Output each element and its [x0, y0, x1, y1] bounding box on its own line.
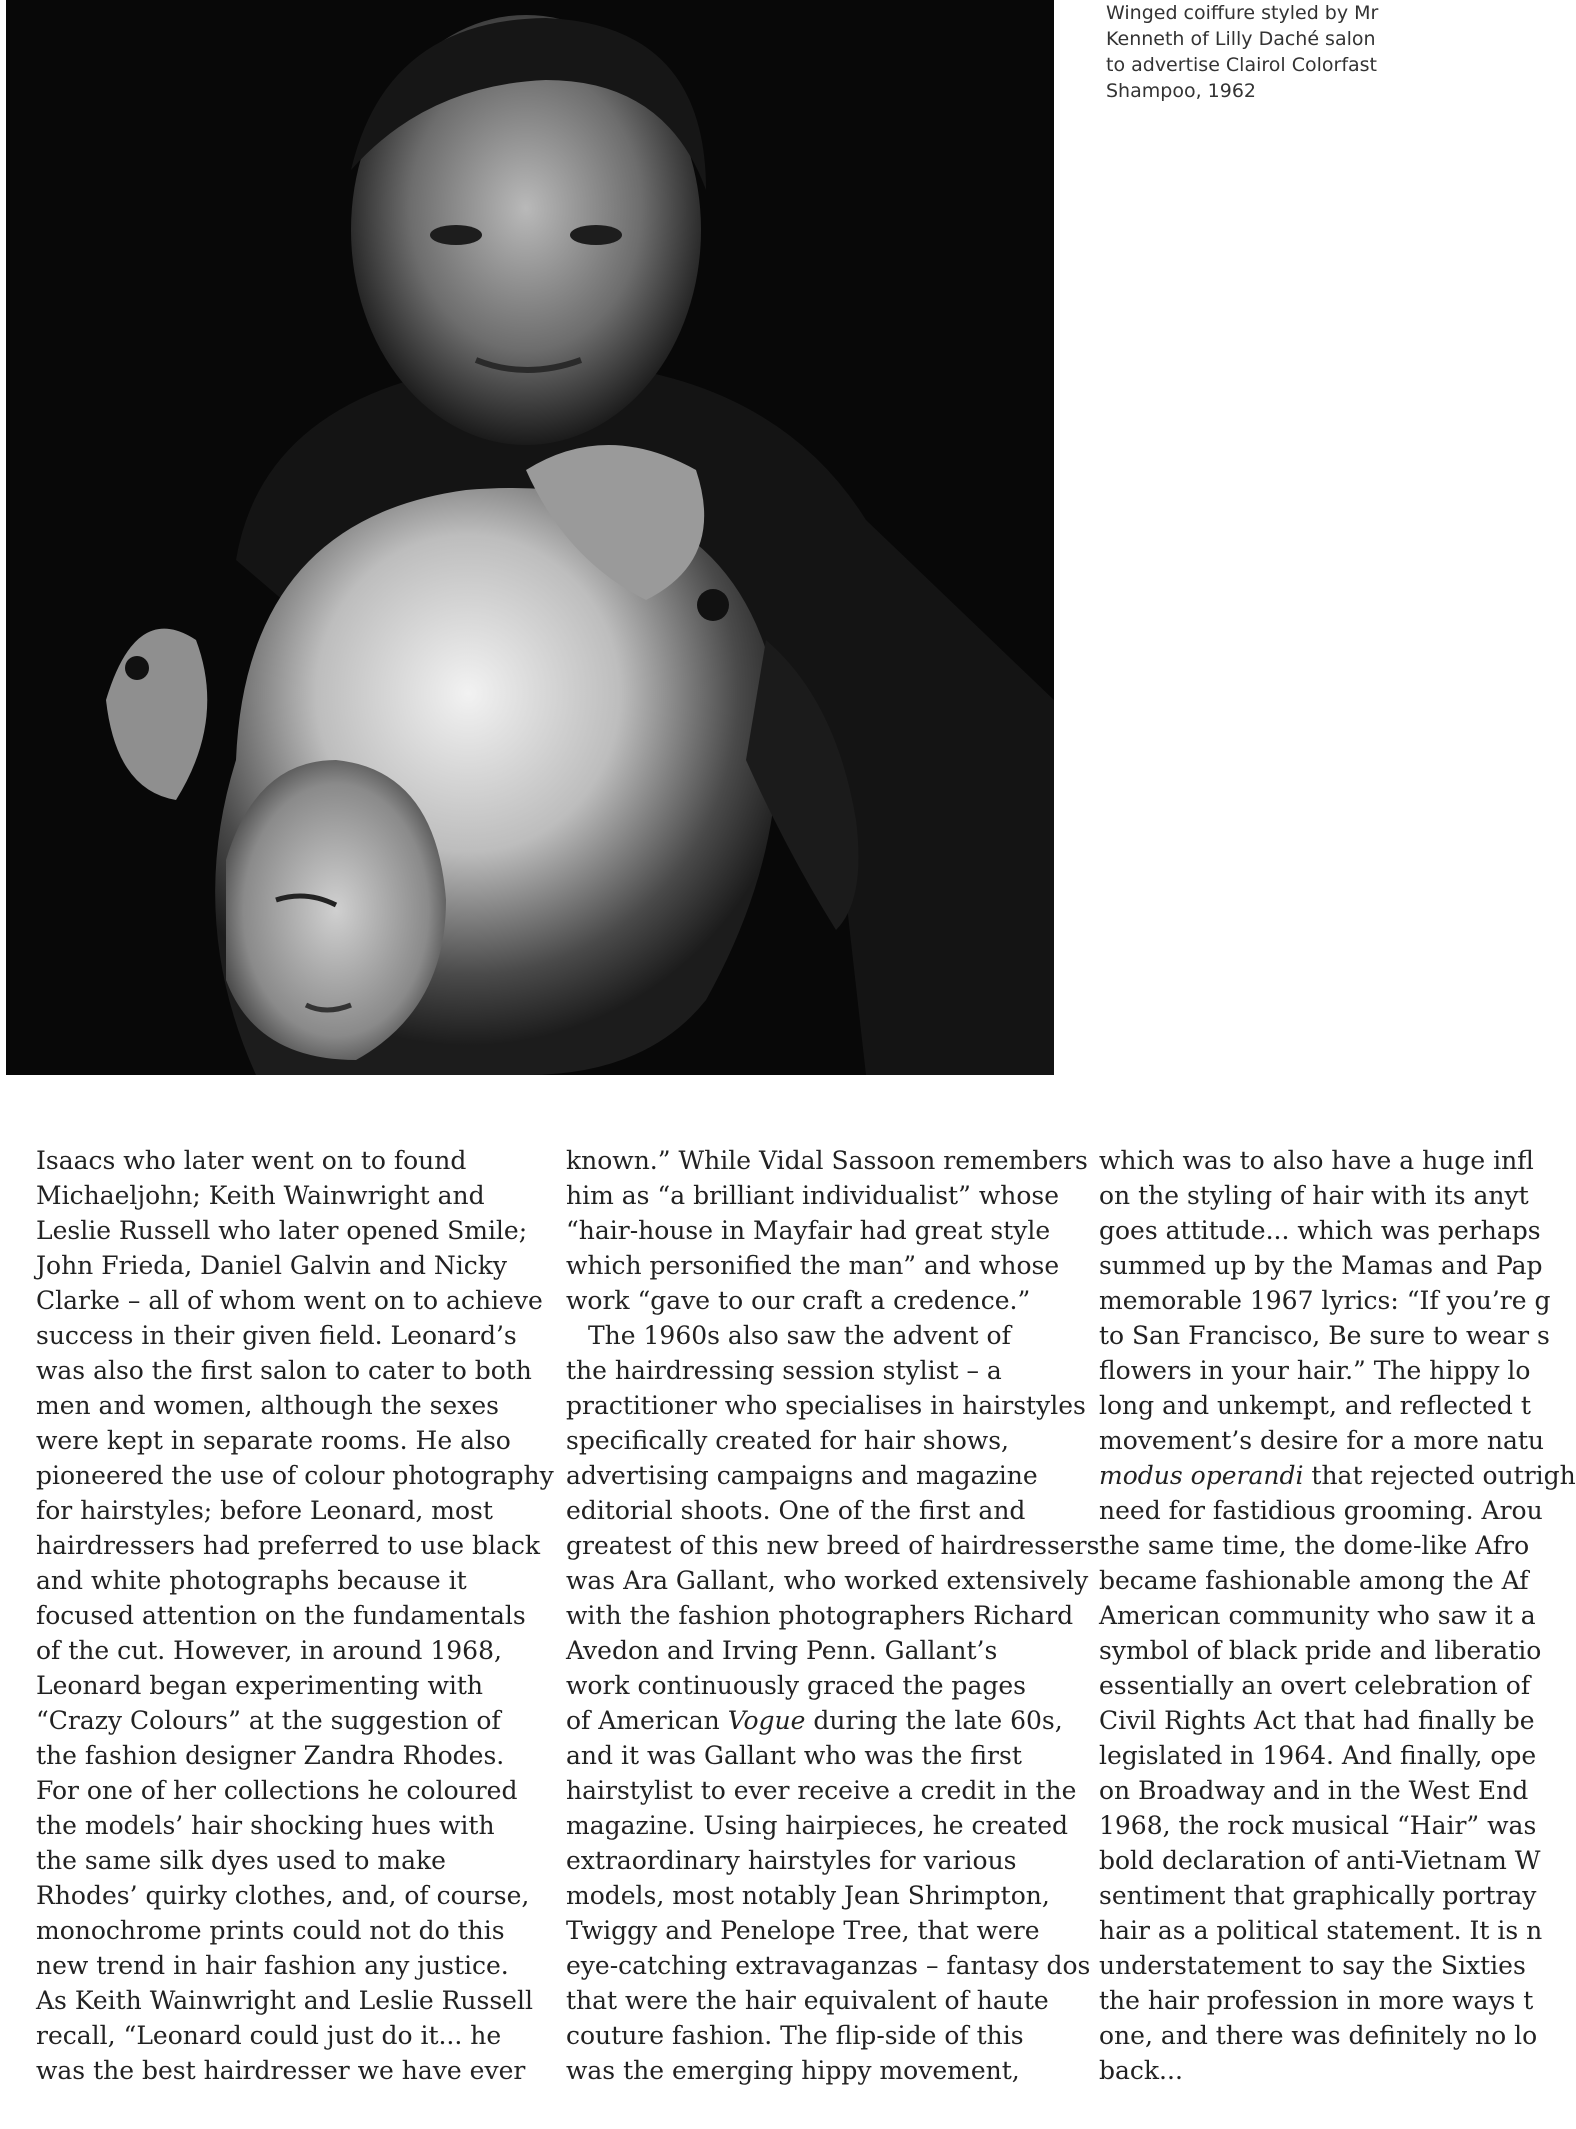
- text-line: hairstylist to ever receive a credit in the: [566, 1776, 1077, 1805]
- text-line: the same silk dyes used to make: [36, 1846, 446, 1875]
- text-line: Twiggy and Penelope Tree, that were: [566, 1916, 1040, 1945]
- text-line: [1099, 1458, 1576, 1493]
- text-line: “Crazy Colours” at the suggestion of: [36, 1706, 501, 1735]
- text-line: American community who saw it a: [1099, 1601, 1536, 1630]
- text-line: that were the hair equivalent of haute: [566, 1986, 1049, 2015]
- text-line: which personified the man” and whose: [566, 1251, 1060, 1280]
- text-line: As Keith Wainwright and Leslie Russell: [36, 1986, 533, 2015]
- text-line: back...: [1099, 2056, 1183, 2085]
- text-line: The 1960s also saw the advent of: [588, 1321, 1011, 1350]
- text-line: was also the first salon to cater to both: [36, 1356, 532, 1385]
- text-line: monochrome prints could not do this: [36, 1916, 505, 1945]
- text-line: magazine. Using hairpieces, he created: [566, 1811, 1069, 1840]
- photo-caption: [1106, 0, 1436, 104]
- text-line: extraordinary hairstyles for various: [566, 1846, 1017, 1875]
- text-line: legislated in 1964. And finally, ope: [1099, 1741, 1537, 1770]
- text-run: of American: [566, 1706, 728, 1735]
- text-line: focused attention on the fundamentals: [36, 1601, 526, 1630]
- text-line: hair as a political statement. It is n: [1099, 1916, 1543, 1945]
- text-line: understatement to say the Sixties: [1099, 1951, 1526, 1980]
- text-line: need for fastidious grooming. Arou: [1099, 1496, 1543, 1525]
- text-line: editorial shoots. One of the first and: [566, 1496, 1026, 1525]
- text-line: Rhodes’ quirky clothes, and, of course,: [36, 1881, 530, 1910]
- text-line: Leslie Russell who later opened Smile;: [36, 1216, 528, 1245]
- photo-illustration: [6, 0, 1054, 1075]
- text-line: recall, “Leonard could just do it... he: [36, 2021, 502, 2050]
- text-line: known.” While Vidal Sassoon remembers: [566, 1146, 1088, 1175]
- text-line: specifically created for hair shows,: [566, 1426, 1009, 1455]
- text-line: movement’s desire for a more natu: [1099, 1426, 1545, 1455]
- text-column-2: [566, 1143, 1100, 2088]
- hero-photograph: [6, 0, 1054, 1075]
- caption-line: Shampoo, 1962: [1106, 80, 1256, 102]
- text-line: summed up by the Mamas and Pap: [1099, 1251, 1543, 1280]
- text-run: during the late 60s,: [805, 1706, 1063, 1735]
- text-line: which was to also have a huge infl: [1099, 1146, 1534, 1175]
- text-line: work “gave to our craft a credence.”: [566, 1286, 1031, 1315]
- text-line: [566, 1703, 1086, 1738]
- text-line: 1968, the rock musical “Hair” was: [1099, 1811, 1537, 1840]
- text-line: the models’ hair shocking hues with: [36, 1811, 495, 1840]
- text-line: Clarke – all of whom went on to achieve: [36, 1286, 543, 1315]
- italic-run: modus operandi: [1099, 1461, 1304, 1490]
- text-line: him as “a brilliant individualist” whose: [566, 1181, 1059, 1210]
- text-line: the fashion designer Zandra Rhodes.: [36, 1741, 505, 1770]
- text-line: Avedon and Irving Penn. Gallant’s: [566, 1636, 998, 1665]
- text-line: and white photographs because it: [36, 1566, 467, 1595]
- text-line: essentially an overt celebration of: [1099, 1671, 1531, 1700]
- text-line: was the best hairdresser we have ever: [36, 2056, 526, 2085]
- text-line: of the cut. However, in around 1968,: [36, 1636, 502, 1665]
- text-line: on the styling of hair with its anyt: [1099, 1181, 1529, 1210]
- text-line: for hairstyles; before Leonard, most: [36, 1496, 493, 1525]
- text-line: models, most notably Jean Shrimpton,: [566, 1881, 1050, 1910]
- caption-line: Kenneth of Lilly Daché salon: [1106, 28, 1376, 50]
- text-line: practitioner who specialises in hairstyles: [566, 1391, 1086, 1420]
- text-line: new trend in hair fashion any justice.: [36, 1951, 509, 1980]
- text-column-3: [1099, 1143, 1576, 2088]
- text-line: Michaeljohn; Keith Wainwright and: [36, 1181, 485, 1210]
- text-line: Isaacs who later went on to found: [36, 1146, 467, 1175]
- text-line: men and women, although the sexes: [36, 1391, 499, 1420]
- text-line: the hair profession in more ways t: [1099, 1986, 1534, 2015]
- text-line: flowers in your hair.” The hippy lo: [1099, 1356, 1531, 1385]
- text-line: eye-catching extravaganzas – fantasy dos: [566, 1951, 1091, 1980]
- text-line: “hair-house in Mayfair had great style: [566, 1216, 1051, 1245]
- text-line: couture fashion. The flip-side of this: [566, 2021, 1024, 2050]
- text-line: bold declaration of anti-Vietnam W: [1099, 1846, 1541, 1875]
- text-line: on Broadway and in the West End: [1099, 1776, 1529, 1805]
- text-line: sentiment that graphically portray: [1099, 1881, 1537, 1910]
- text-line: work continuously graced the pages: [566, 1671, 1026, 1700]
- text-line: was Ara Gallant, who worked extensively: [566, 1566, 1089, 1595]
- text-column-1: [36, 1143, 554, 2088]
- text-line: became fashionable among the Af: [1099, 1566, 1529, 1595]
- text-line: with the fashion photographers Richard: [566, 1601, 1074, 1630]
- caption-line: to advertise Clairol Colorfast: [1106, 54, 1378, 76]
- text-line: hairdressers had preferred to use black: [36, 1531, 541, 1560]
- text-line: success in their given field. Leonard’s: [36, 1321, 517, 1350]
- text-line: goes attitude... which was perhaps: [1099, 1216, 1541, 1245]
- text-line: symbol of black pride and liberatio: [1099, 1636, 1542, 1665]
- text-line: long and unkempt, and reflected t: [1099, 1391, 1531, 1420]
- text-line: memorable 1967 lyrics: “If you’re g: [1099, 1286, 1551, 1315]
- text-line: was the emerging hippy movement,: [566, 2056, 1020, 2085]
- text-line: Civil Rights Act that had finally be: [1099, 1706, 1535, 1735]
- text-line: John Frieda, Daniel Galvin and Nicky: [36, 1251, 508, 1280]
- text-line: the same time, the dome-like Afro: [1099, 1531, 1530, 1560]
- text-line: were kept in separate rooms. He also: [36, 1426, 511, 1455]
- text-run: that rejected outrigh: [1303, 1461, 1576, 1490]
- text-line: pioneered the use of colour photography: [36, 1461, 554, 1490]
- text-line: Leonard began experimenting with: [36, 1671, 483, 1700]
- text-line: one, and there was definitely no lo: [1099, 2021, 1538, 2050]
- text-line: advertising campaigns and magazine: [566, 1461, 1038, 1490]
- italic-run: Vogue: [727, 1706, 806, 1735]
- text-line: For one of her collections he coloured: [36, 1776, 518, 1805]
- text-line: greatest of this new breed of hairdressers: [566, 1531, 1100, 1560]
- text-line: the hairdressing session stylist – a: [566, 1356, 1002, 1385]
- text-line: to San Francisco, Be sure to wear s: [1099, 1321, 1550, 1350]
- text-line: and it was Gallant who was the first: [566, 1741, 1022, 1770]
- caption-line: Winged coiffure styled by Mr: [1106, 2, 1379, 24]
